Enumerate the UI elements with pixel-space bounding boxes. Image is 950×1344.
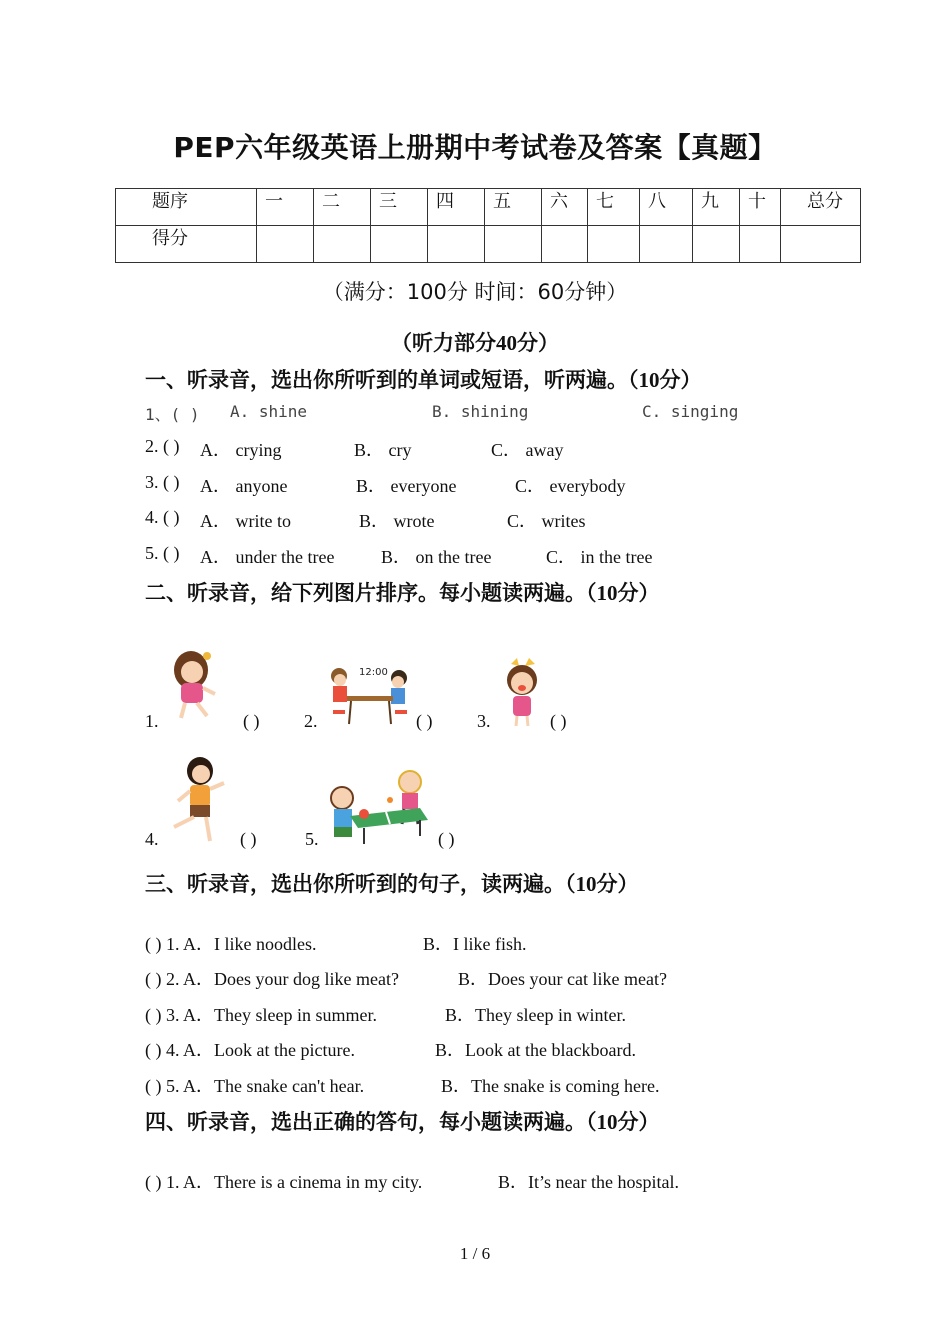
score-cell[interactable] bbox=[314, 226, 371, 263]
option-a: A． under the tree bbox=[200, 547, 335, 567]
score-table-header-row bbox=[116, 189, 861, 226]
answer-blank[interactable]: ( ) bbox=[240, 829, 257, 849]
page-number: 1 / 6 bbox=[459, 1244, 491, 1263]
question-row bbox=[145, 1168, 795, 1192]
option-b: B．They sleep in winter. bbox=[445, 1005, 626, 1025]
question-row bbox=[145, 1072, 795, 1096]
table-cell: 一 bbox=[257, 189, 314, 226]
table-cell: 得分 bbox=[116, 226, 257, 263]
option-c: C． away bbox=[491, 440, 564, 460]
option-b: B． cry bbox=[354, 440, 412, 460]
question-row bbox=[145, 1001, 795, 1025]
question-row bbox=[145, 507, 795, 531]
question-number: 5. ( ) bbox=[145, 543, 180, 563]
option-a: A． crying bbox=[200, 440, 282, 460]
option-a: A． write to bbox=[200, 511, 291, 531]
question-number: 1、( ) bbox=[145, 405, 200, 424]
question-option-a: ( ) 2. A．Does your dog like meat? bbox=[145, 969, 399, 989]
score-cell[interactable] bbox=[588, 226, 640, 263]
question-row bbox=[145, 436, 795, 460]
option-b: B． wrote bbox=[359, 511, 435, 531]
question-number: 2. ( ) bbox=[145, 436, 180, 456]
option-b: B．I like fish. bbox=[423, 934, 527, 954]
page-title: PEP六年级英语上册期中考试卷及答案【真题】 bbox=[173, 131, 777, 164]
section-4-title: 四、听录音，选出正确的答句，每小题读两遍。（10分） bbox=[145, 1110, 660, 1134]
score-cell[interactable] bbox=[781, 226, 861, 263]
score-cell[interactable] bbox=[428, 226, 485, 263]
score-table-score-row bbox=[116, 226, 861, 263]
section-1-title: 一、听录音，选出你所听到的单词或短语，听两遍。（10分） bbox=[145, 368, 702, 392]
table-cell: 题序 bbox=[116, 189, 257, 226]
score-cell[interactable] bbox=[257, 226, 314, 263]
picture-number: 2. bbox=[304, 711, 318, 731]
section-3-title: 三、听录音，选出你所听到的句子，读两遍。（10分） bbox=[145, 872, 639, 896]
question-option-a: ( ) 3. A．They sleep in summer. bbox=[145, 1005, 377, 1025]
score-cell[interactable] bbox=[542, 226, 588, 263]
listening-header: （听力部分40分） bbox=[391, 331, 559, 355]
option-c: C. singing bbox=[642, 402, 739, 421]
table-cell: 总分 bbox=[781, 189, 861, 226]
score-table bbox=[115, 188, 861, 263]
picture-number: 3. bbox=[477, 711, 491, 731]
option-c: C． everybody bbox=[515, 476, 626, 496]
question-option-a: ( ) 5. A．The snake can't hear. bbox=[145, 1076, 365, 1096]
picture-number: 5. bbox=[305, 829, 319, 849]
table-cell: 十 bbox=[740, 189, 781, 226]
clock-time-label: 12:00 bbox=[359, 667, 388, 678]
table-cell: 七 bbox=[588, 189, 640, 226]
question-row bbox=[145, 402, 795, 426]
question-row bbox=[145, 930, 795, 954]
option-a: A． anyone bbox=[200, 476, 288, 496]
answer-blank[interactable]: ( ) bbox=[416, 711, 433, 731]
answer-blank[interactable]: ( ) bbox=[438, 829, 455, 849]
table-cell: 六 bbox=[542, 189, 588, 226]
girl-eating-illustration bbox=[499, 656, 545, 728]
answer-blank[interactable]: ( ) bbox=[550, 711, 567, 731]
score-cell[interactable] bbox=[371, 226, 428, 263]
score-cell[interactable] bbox=[693, 226, 740, 263]
option-b: B．The snake is coming here. bbox=[441, 1076, 660, 1096]
table-cell: 五 bbox=[485, 189, 542, 226]
table-cell: 三 bbox=[371, 189, 428, 226]
score-cell[interactable] bbox=[740, 226, 781, 263]
question-row bbox=[145, 1036, 795, 1060]
option-b: B. shining bbox=[432, 402, 529, 421]
answer-blank[interactable]: ( ) bbox=[243, 711, 260, 731]
girl-running-illustration bbox=[168, 755, 230, 845]
question-row bbox=[145, 472, 795, 496]
table-cell: 二 bbox=[314, 189, 371, 226]
question-option-a: ( ) 1. A．I like noodles. bbox=[145, 934, 317, 954]
table-cell: 八 bbox=[640, 189, 693, 226]
option-b: B． on the tree bbox=[381, 547, 492, 567]
question-number: 3. ( ) bbox=[145, 472, 180, 492]
picture-number: 4. bbox=[145, 829, 159, 849]
table-cell: 四 bbox=[428, 189, 485, 226]
question-number: 4. ( ) bbox=[145, 507, 180, 527]
option-b: B．Does your cat like meat? bbox=[458, 969, 667, 989]
option-a: A. shine bbox=[230, 402, 308, 421]
score-cell[interactable] bbox=[485, 226, 542, 263]
picture-number: 1. bbox=[145, 711, 159, 731]
question-row bbox=[145, 543, 795, 567]
option-c: C． writes bbox=[507, 511, 586, 531]
exam-info: （满分：100分 时间：60分钟） bbox=[322, 280, 628, 304]
option-b: B．It’s near the hospital. bbox=[498, 1172, 679, 1192]
question-option-a: ( ) 1. A．There is a cinema in my city. bbox=[145, 1172, 423, 1192]
option-c: C． in the tree bbox=[546, 547, 653, 567]
question-option-a: ( ) 4. A．Look at the picture. bbox=[145, 1040, 355, 1060]
section-2-title: 二、听录音，给下列图片排序。每小题读两遍。（10分） bbox=[145, 581, 660, 605]
kids-lunch-illustration bbox=[325, 660, 413, 728]
option-b: B．Look at the blackboard. bbox=[435, 1040, 636, 1060]
question-row bbox=[145, 965, 795, 989]
table-cell: 九 bbox=[693, 189, 740, 226]
score-cell[interactable] bbox=[640, 226, 693, 263]
girl-walking-illustration bbox=[163, 648, 223, 723]
table-tennis-illustration bbox=[324, 764, 434, 848]
option-b: B． everyone bbox=[356, 476, 457, 496]
